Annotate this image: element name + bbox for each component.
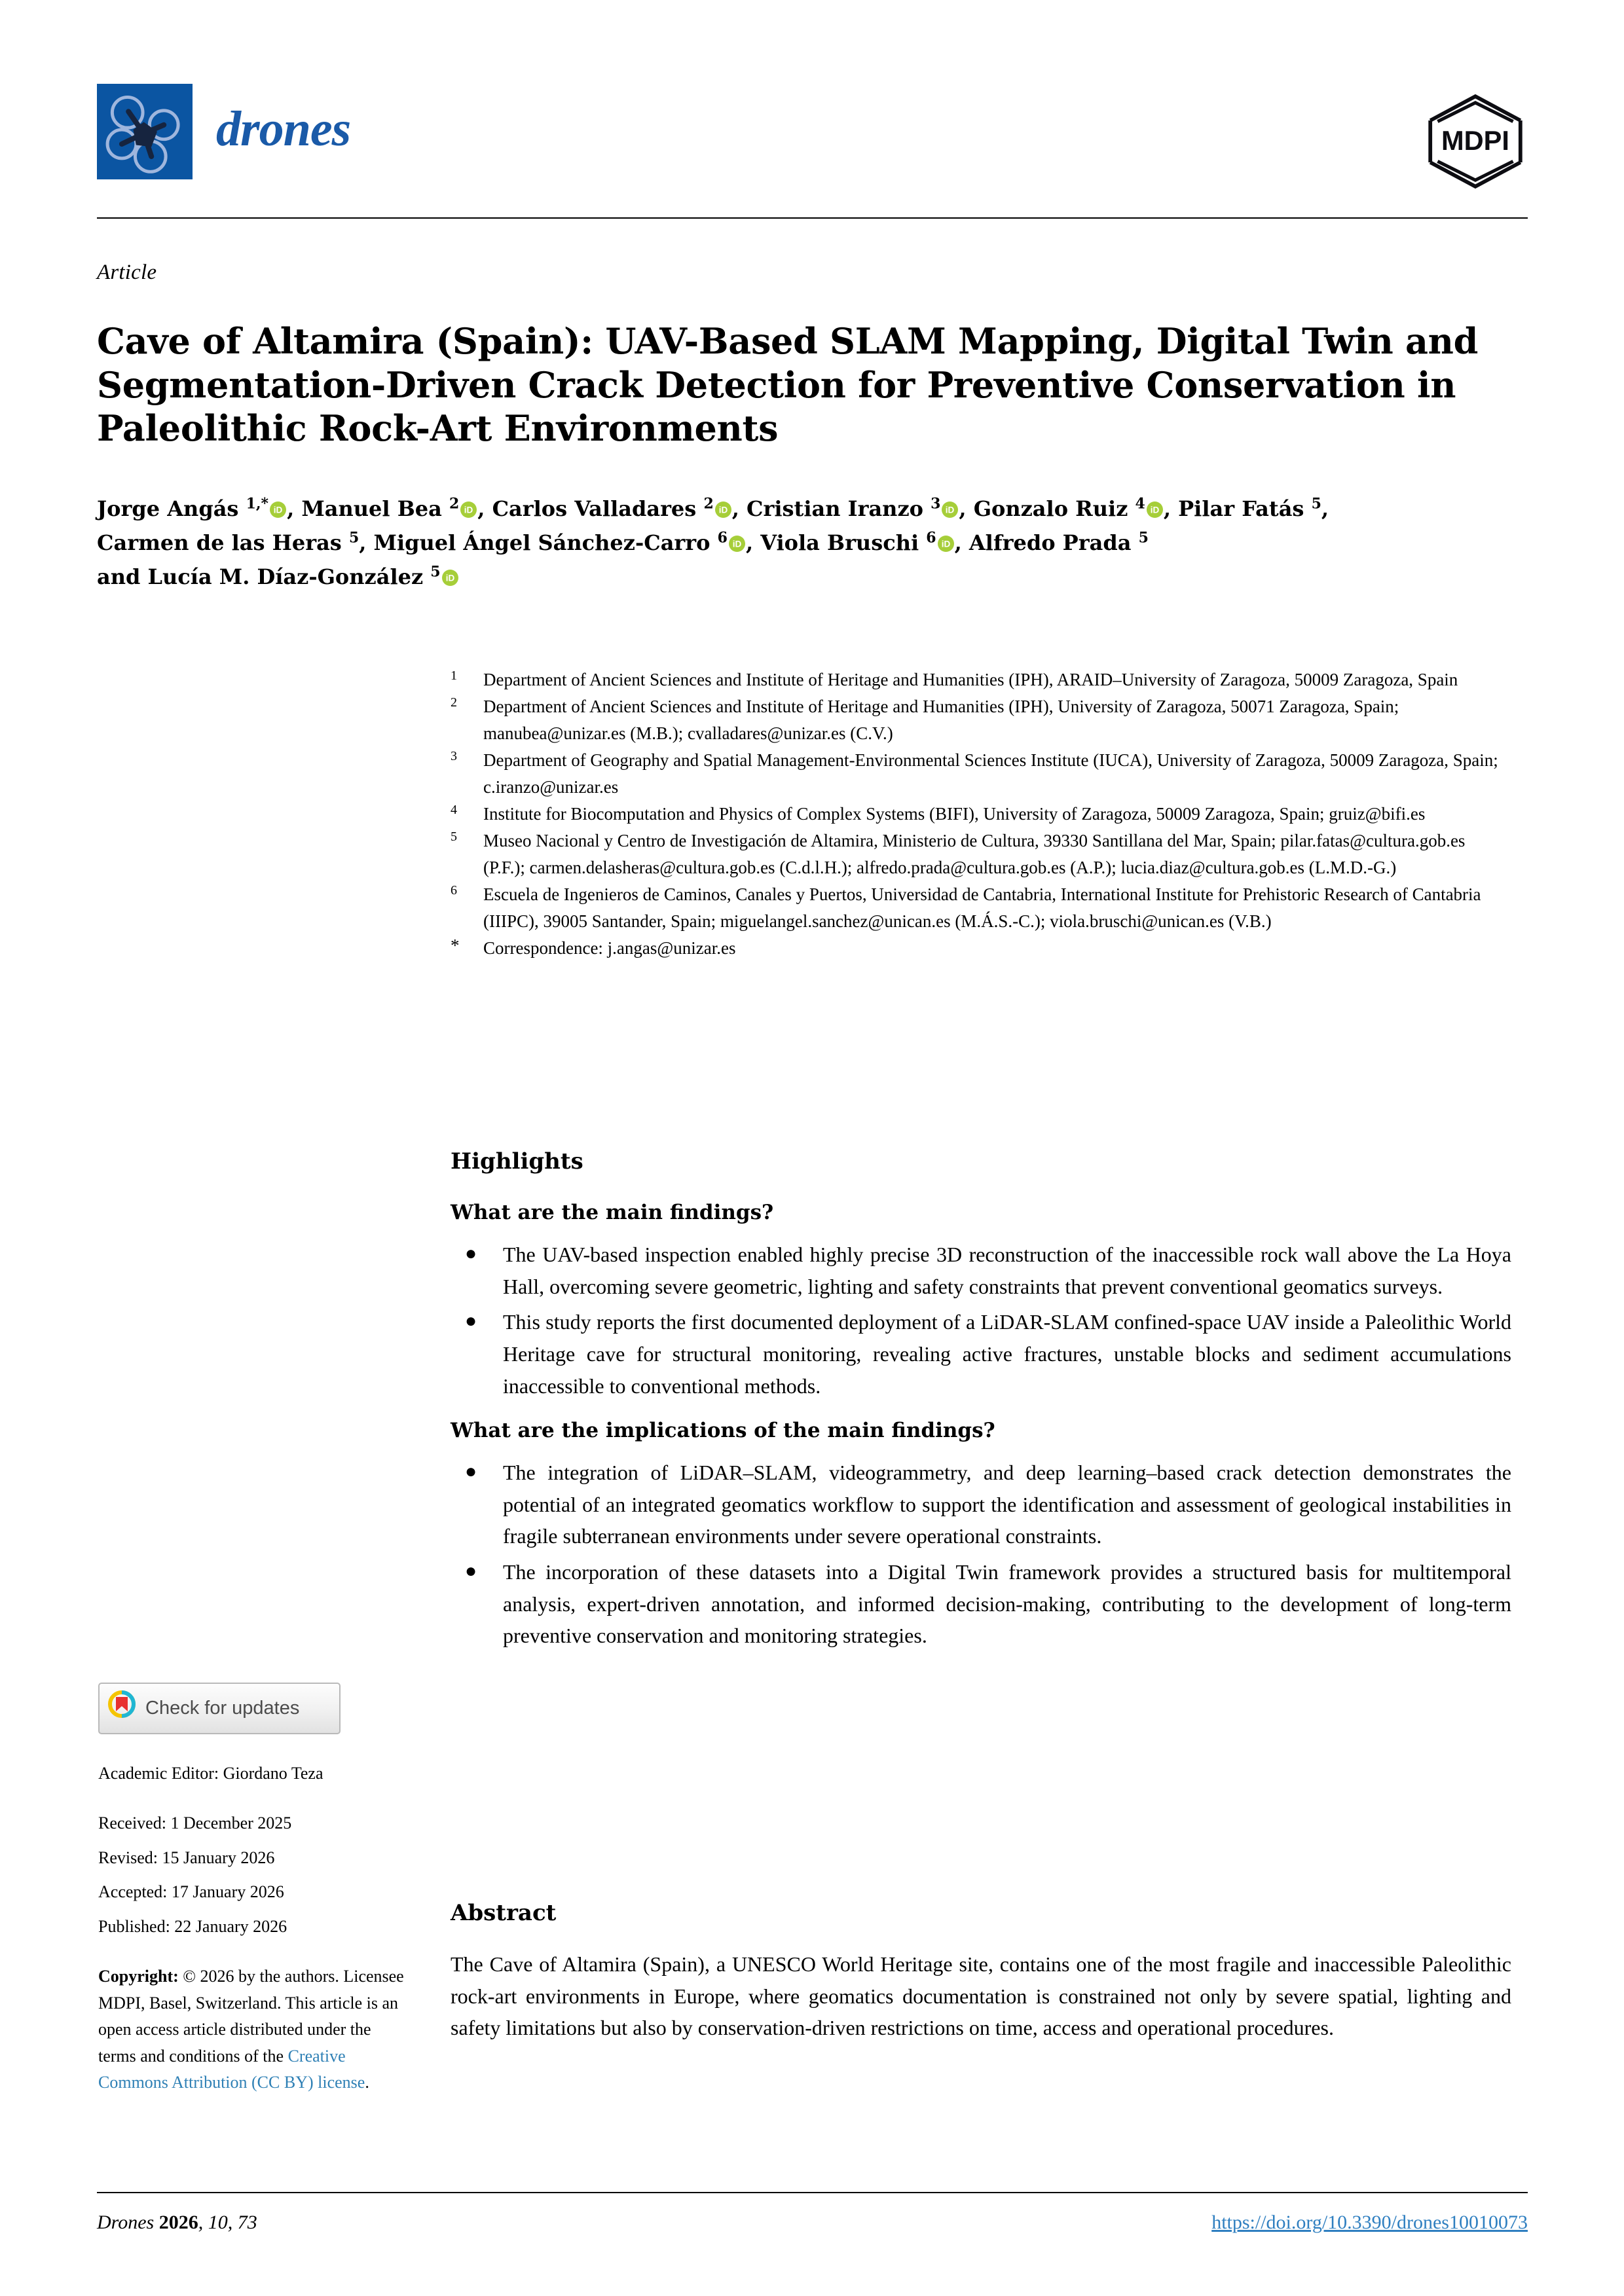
affiliation-item: [451, 828, 1511, 881]
affiliation-list: [451, 666, 1511, 962]
page-header: [97, 84, 1528, 175]
highlights-findings-list: [451, 1239, 1511, 1402]
header-divider: [97, 217, 1528, 219]
published-date: Published: 22 January 2026: [98, 1916, 287, 1936]
affiliation-marker: 1: [451, 668, 457, 683]
highlights-subheading-implications: What are the implications of the main findings?: [451, 1419, 995, 1443]
highlights-subheading-findings: What are the main findings?: [451, 1201, 774, 1224]
abstract-section: [451, 1900, 1511, 2044]
author-affil-marker: 5: [1138, 529, 1149, 547]
footer-divider: [97, 2192, 1528, 2193]
svg-text:iD: iD: [718, 505, 728, 515]
list-item: [451, 1306, 1511, 1402]
author-affil-marker: 5: [430, 563, 441, 580]
orcid-icon[interactable]: [715, 494, 731, 515]
affiliation-item: [451, 801, 1511, 828]
bullet-icon: ●: [465, 1560, 477, 1582]
copyright-tail: .: [365, 2073, 369, 2092]
svg-text:iD: iD: [946, 505, 955, 515]
list-item-text: The integration of LiDAR–SLAM, videogrammetry, and deep learning–based crack detection demonstrates the potential of an integrated geomatics workflow to support the identification and assessment of geological instabilities in fragile subterranean environments under severe operational constraints.: [503, 1461, 1511, 1548]
copyright-text: © 2026 by the authors. Licensee MDPI, Basel, Switzerland. This article is an open access article distributed under the terms and conditions of the: [98, 1967, 404, 2066]
page-title: Cave of Altamira (Spain): UAV-Based SLAM Mapping, Digital Twin and Segmentation-Driven Crack Detection for Preventive Conservation in Paleolithic Rock-Art Environments: [97, 320, 1479, 449]
doi-link[interactable]: https://doi.org/10.3390/drones10010073: [1211, 2212, 1528, 2233]
author-name: , Gonzalo Ruiz: [959, 496, 1135, 521]
bullet-icon: ●: [465, 1310, 477, 1332]
affiliation-item: [451, 666, 1511, 693]
affiliation-text: Institute for Biocomputation and Physics of Complex Systems (BIFI), University of Zaragoza, 50009 Zaragoza, Spain; gruiz@bifi.es: [483, 804, 1426, 824]
correspondence-item: [451, 935, 1511, 962]
mdpi-wordmark: MDPI: [1441, 124, 1509, 156]
affiliation-marker: 4: [451, 803, 457, 818]
article-metadata-sidebar: [98, 1683, 406, 2096]
svg-text:iD: iD: [941, 539, 950, 549]
bullet-icon: ●: [465, 1243, 477, 1264]
page-footer: [97, 2212, 1528, 2234]
svg-text:iD: iD: [273, 505, 283, 515]
author-affil-marker: 5: [1311, 495, 1321, 513]
affiliation-text: Museo Nacional y Centro de Investigación de Altamira, Ministerio de Cultura, 39330 Santillana del Mar, Spain; pilar.fatas@cultura.gob.es (P.F.); carmen.delasheras@cultura.gob.es (C.d.l.H.); alfredo.prada@cultura.gob.es (A.P.); lucia.diaz@cultura.gob.es (L.M.D.-G.): [483, 831, 1466, 878]
author-affil-marker: 6: [926, 529, 936, 547]
affiliation-marker: 2: [451, 695, 457, 710]
author-affil-marker: 1,*: [246, 495, 269, 513]
cc-by-license-link[interactable]: Creative Commons Attribution (CC BY) license: [98, 2046, 365, 2092]
check-for-updates-label: Check for updates: [145, 1697, 300, 1719]
author-affil-marker: 5: [348, 529, 360, 547]
svg-text:iD: iD: [1150, 505, 1160, 515]
affiliation-marker: 6: [451, 883, 457, 898]
author-name: , Viola Bruschi: [745, 530, 927, 555]
affiliation-text: Department of Geography and Spatial Management-Environmental Sciences Institute (IUCA), University of Zaragoza, 50009 Zaragoza, Spain; c.iranzo@unizar.es: [483, 750, 1498, 797]
orcid-icon[interactable]: [460, 494, 477, 515]
svg-text:iD: iD: [732, 539, 742, 549]
list-item-text: This study reports the first documented deployment of a LiDAR-SLAM confined-space UAV inside a Paleolithic World Heritage cave for structural monitoring, revealing active fractures, unstable blocks and sediment accumulations inaccessible to conventional methods.: [503, 1310, 1511, 1398]
citation-volume-page: , 10, 73: [198, 2212, 257, 2233]
orcid-icon[interactable]: [270, 494, 286, 515]
affiliation-text: Escuela de Ingenieros de Caminos, Canales y Puertos, Universidad de Cantabria, International Institute for Prehistoric Research of Cantabria (IIIPC), 39005 Santander, Spain; miguelangel.sanchez@unican.es (M.Á.S.-C.); viola.bruschi@unican.es (V.B.): [483, 884, 1481, 932]
citation-line: [97, 2212, 257, 2234]
accepted-date: Accepted: 17 January 2026: [98, 1882, 284, 1902]
bullet-icon: ●: [465, 1461, 477, 1483]
copyright-label: Copyright:: [98, 1967, 179, 1986]
publication-dates: [98, 1810, 406, 1940]
author-separator: ,: [1321, 496, 1329, 521]
author-name: , Cristian Iranzo: [731, 496, 931, 521]
affiliation-item: [451, 881, 1511, 935]
orcid-icon[interactable]: [729, 528, 745, 549]
citation-journal: Drones: [97, 2212, 155, 2233]
author-name: , Pilar Fatás: [1163, 496, 1312, 521]
author-affil-marker: 2: [703, 495, 714, 513]
academic-editor: Academic Editor: Giordano Teza: [98, 1763, 323, 1783]
author-name: , Miguel Ángel Sánchez-Carro: [359, 530, 718, 555]
author-name: Carmen de las Heras: [97, 530, 349, 555]
author-affil-marker: 4: [1135, 495, 1145, 513]
orcid-icon[interactable]: [442, 562, 458, 583]
author-name: Jorge Angás: [97, 496, 246, 521]
author-name: , Alfredo Prada: [954, 530, 1139, 555]
correspondence-marker: *: [451, 936, 460, 956]
svg-text:iD: iD: [464, 505, 473, 515]
highlights-implications-list: [451, 1457, 1511, 1652]
author-affil-marker: 3: [931, 495, 941, 513]
affiliation-text: Department of Ancient Sciences and Institute of Heritage and Humanities (IPH), ARAID–University of Zaragoza, 50009 Zaragoza, Spain: [483, 670, 1458, 689]
affiliation-marker: 5: [451, 829, 457, 845]
highlights-section: [451, 1148, 1511, 1669]
orcid-icon[interactable]: [1147, 494, 1163, 515]
svg-text:iD: iD: [445, 573, 454, 583]
revised-date: Revised: 15 January 2026: [98, 1848, 275, 1867]
list-item-text: The incorporation of these datasets into a Digital Twin framework provides a structured basis for multitemporal analysis, expert-driven annotation, and informed decision-making, contributing to the development of long-term preventive conservation and monitoring strategies.: [503, 1560, 1511, 1648]
highlights-heading: Highlights: [451, 1148, 583, 1175]
affiliation-item: [451, 693, 1511, 747]
author-name: , Carlos Valladares: [477, 496, 704, 521]
list-item-text: The UAV-based inspection enabled highly precise 3D reconstruction of the inaccessible rock wall above the La Hoya Hall, overcoming severe geometric, lighting and safety constraints that prevent conventional geomatics surveys.: [503, 1243, 1511, 1298]
author-name: and Lucía M. Díaz-González: [97, 564, 431, 589]
affiliation-text: Department of Ancient Sciences and Institute of Heritage and Humanities (IPH), University of Zaragoza, 50071 Zaragoza, Spain; manubea@unizar.es (M.B.); cvalladares@unizar.es (C.V.): [483, 697, 1399, 744]
list-item: [451, 1556, 1511, 1652]
check-for-updates-button[interactable]: [98, 1683, 341, 1734]
received-date: Received: 1 December 2025: [98, 1813, 292, 1833]
journal-logo[interactable]: [97, 84, 350, 179]
author-name: , Manuel Bea: [287, 496, 449, 521]
correspondence-text: Correspondence: j.angas@unizar.es: [483, 938, 736, 958]
abstract-text: The Cave of Altamira (Spain), a UNESCO World Heritage site, contains one of the most fragile and inaccessible Paleolithic rock-art environments in Europe, where geomatics documentation is constrained not only by severe spatial, lighting and safety limitations but also by conservation-driven restrictions on time, access and operational procedures.: [451, 1952, 1511, 2040]
author-affil-marker: 2: [449, 495, 460, 513]
orcid-icon[interactable]: [942, 494, 958, 515]
author-affil-marker: 6: [717, 529, 728, 547]
list-item: [451, 1239, 1511, 1302]
affiliation-marker: 3: [451, 749, 457, 764]
orcid-icon[interactable]: [938, 528, 954, 549]
crossmark-bookmark-icon: [107, 1690, 136, 1727]
author-list: [97, 492, 1511, 594]
abstract-heading: Abstract: [451, 1900, 557, 1926]
list-item: [451, 1457, 1511, 1552]
mdpi-logo[interactable]: [1423, 89, 1528, 194]
drone-quadcopter-icon: [97, 84, 193, 179]
copyright-notice: [98, 1963, 406, 2096]
journal-title: drones: [216, 101, 351, 156]
citation-year: 2026: [158, 2212, 198, 2233]
affiliation-item: [451, 747, 1511, 801]
article-type-label: Article: [97, 261, 157, 284]
